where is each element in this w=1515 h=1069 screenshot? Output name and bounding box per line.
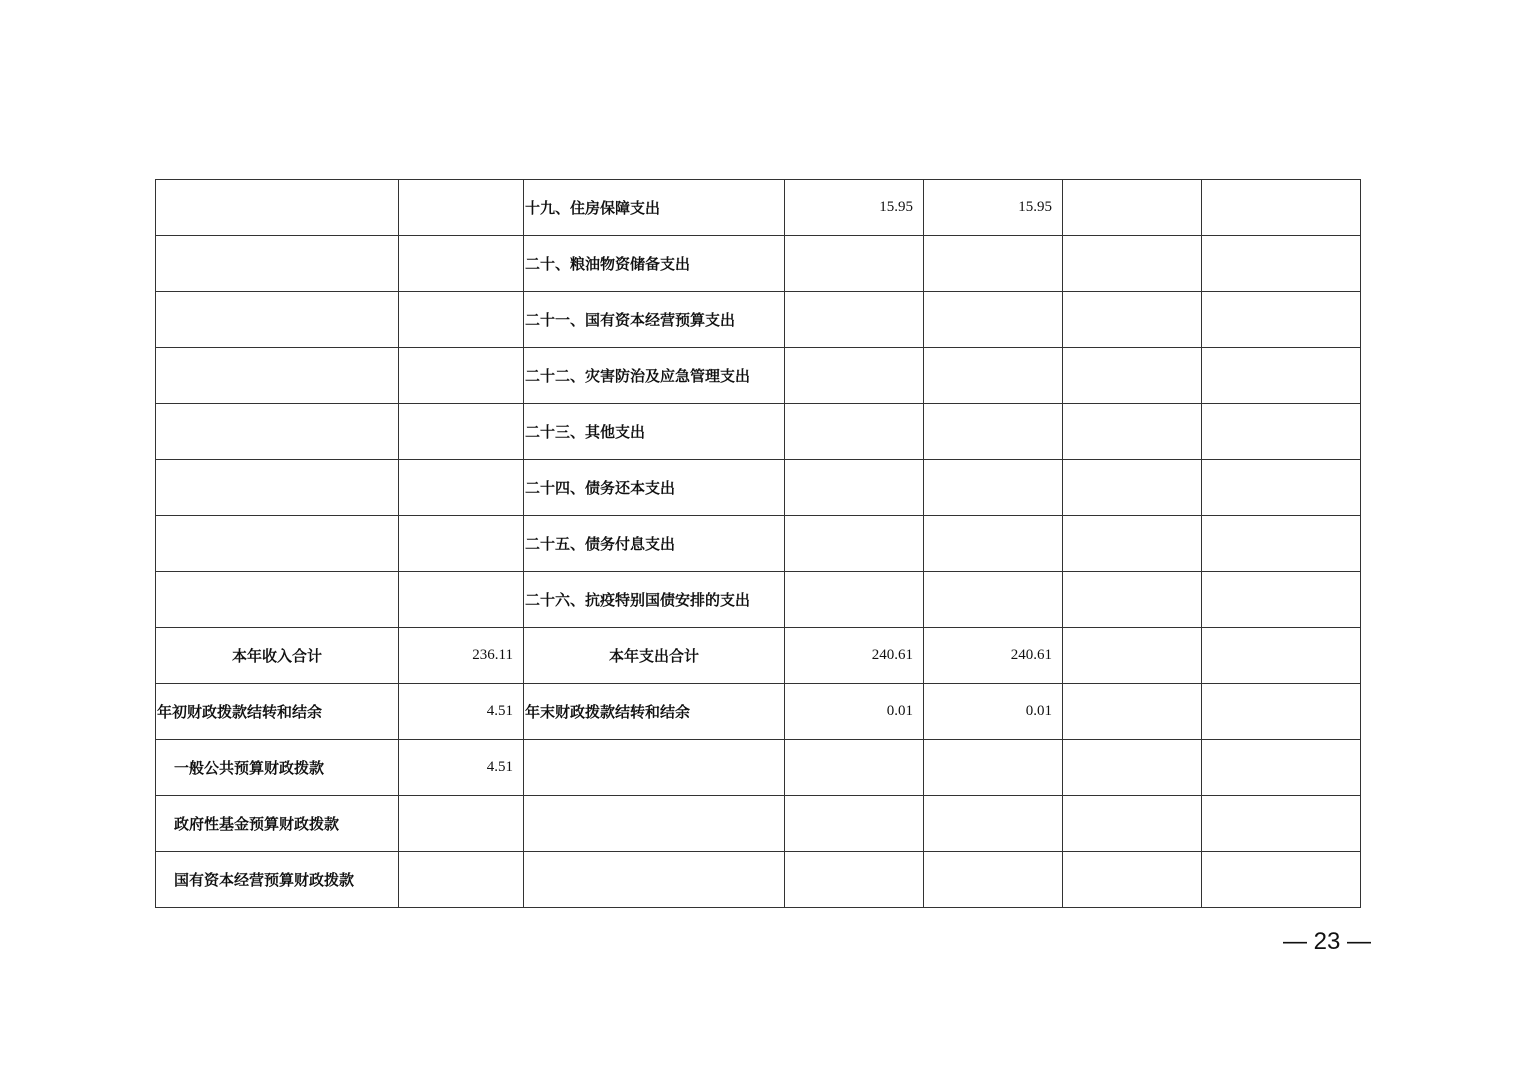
income-total-label: 本年收入合计 — [156, 628, 399, 684]
income-amount-cell — [399, 236, 524, 292]
income-amount-cell — [399, 572, 524, 628]
expense-item-cell: 二十四、债务还本支出 — [524, 460, 785, 516]
expense-fund-cell — [1063, 684, 1202, 740]
expense-general-cell — [924, 348, 1063, 404]
expense-item-cell — [524, 796, 785, 852]
expense-total-cell — [785, 796, 924, 852]
expense-item-cell — [524, 740, 785, 796]
expense-item-cell: 十九、住房保障支出 — [524, 180, 785, 236]
expense-general-cell — [924, 292, 1063, 348]
income-item-cell — [156, 236, 399, 292]
expense-item-cell — [524, 852, 785, 908]
expense-general-cell — [924, 404, 1063, 460]
expense-fund-cell — [1063, 516, 1202, 572]
expense-general-cell — [924, 460, 1063, 516]
expense-item-cell: 二十、粮油物资储备支出 — [524, 236, 785, 292]
expense-capital-cell — [1202, 292, 1361, 348]
expense-fund-cell — [1063, 180, 1202, 236]
expense-general-cell — [924, 236, 1063, 292]
table-row — [156, 460, 1361, 516]
expense-total-cell — [785, 348, 924, 404]
income-item-cell — [156, 404, 399, 460]
income-item-cell: 政府性基金预算财政拨款 — [156, 796, 399, 852]
expense-total-cell: 240.61 — [785, 628, 924, 684]
income-amount-cell — [399, 852, 524, 908]
income-item-cell — [156, 516, 399, 572]
expense-total-cell — [785, 852, 924, 908]
expense-total-cell — [785, 740, 924, 796]
page-number: — 23 — — [1283, 928, 1372, 955]
income-amount-cell — [399, 348, 524, 404]
table-row-total — [156, 628, 1361, 684]
expense-capital-cell — [1202, 236, 1361, 292]
expense-fund-cell — [1063, 572, 1202, 628]
income-amount-cell — [399, 292, 524, 348]
table-row — [156, 180, 1361, 236]
expense-total-cell: 15.95 — [785, 180, 924, 236]
expense-capital-cell — [1202, 796, 1361, 852]
income-item-cell — [156, 572, 399, 628]
table-row — [156, 796, 1361, 852]
expense-capital-cell — [1202, 628, 1361, 684]
income-item-cell — [156, 460, 399, 516]
expense-capital-cell — [1202, 460, 1361, 516]
expense-total-cell — [785, 460, 924, 516]
income-amount-cell — [399, 460, 524, 516]
expense-capital-cell — [1202, 516, 1361, 572]
expense-fund-cell — [1063, 292, 1202, 348]
expense-fund-cell — [1063, 404, 1202, 460]
expense-general-cell — [924, 796, 1063, 852]
expense-capital-cell — [1202, 684, 1361, 740]
income-amount-cell: 4.51 — [399, 740, 524, 796]
expense-fund-cell — [1063, 348, 1202, 404]
expense-total-label: 本年支出合计 — [524, 628, 785, 684]
expense-total-cell — [785, 572, 924, 628]
expense-item-cell: 二十二、灾害防治及应急管理支出 — [524, 348, 785, 404]
income-item-cell: 年初财政拨款结转和结余 — [156, 684, 399, 740]
table-row — [156, 740, 1361, 796]
expense-fund-cell — [1063, 796, 1202, 852]
expense-fund-cell — [1063, 740, 1202, 796]
table-row — [156, 348, 1361, 404]
expense-capital-cell — [1202, 180, 1361, 236]
income-item-cell — [156, 348, 399, 404]
expense-general-cell: 240.61 — [924, 628, 1063, 684]
expense-fund-cell — [1063, 460, 1202, 516]
table-row — [156, 236, 1361, 292]
expense-general-cell — [924, 852, 1063, 908]
expense-capital-cell — [1202, 852, 1361, 908]
table-row — [156, 404, 1361, 460]
expense-total-cell — [785, 516, 924, 572]
expense-item-cell: 二十一、国有资本经营预算支出 — [524, 292, 785, 348]
expense-item-cell: 年末财政拨款结转和结余 — [524, 684, 785, 740]
table-row — [156, 292, 1361, 348]
income-total-amount: 236.11 — [399, 628, 524, 684]
expense-fund-cell — [1063, 628, 1202, 684]
expense-capital-cell — [1202, 740, 1361, 796]
expense-general-cell: 15.95 — [924, 180, 1063, 236]
expense-item-cell: 二十三、其他支出 — [524, 404, 785, 460]
expense-item-cell: 二十六、抗疫特别国债安排的支出 — [524, 572, 785, 628]
income-amount-cell — [399, 516, 524, 572]
income-amount-cell — [399, 796, 524, 852]
table-row-carryover — [156, 684, 1361, 740]
table-row — [156, 516, 1361, 572]
income-amount-cell — [399, 404, 524, 460]
expense-fund-cell — [1063, 852, 1202, 908]
budget-table — [155, 179, 1361, 908]
expense-general-cell — [924, 740, 1063, 796]
expense-total-cell — [785, 236, 924, 292]
income-item-cell: 国有资本经营预算财政拨款 — [156, 852, 399, 908]
expense-capital-cell — [1202, 404, 1361, 460]
expense-capital-cell — [1202, 572, 1361, 628]
expense-general-cell — [924, 572, 1063, 628]
expense-total-cell — [785, 404, 924, 460]
expense-item-cell: 二十五、债务付息支出 — [524, 516, 785, 572]
expense-fund-cell — [1063, 236, 1202, 292]
expense-general-cell — [924, 516, 1063, 572]
table-row — [156, 852, 1361, 908]
expense-capital-cell — [1202, 348, 1361, 404]
income-amount-cell: 4.51 — [399, 684, 524, 740]
income-item-cell — [156, 180, 399, 236]
expense-total-cell — [785, 292, 924, 348]
table-row — [156, 572, 1361, 628]
expense-general-cell: 0.01 — [924, 684, 1063, 740]
income-amount-cell — [399, 180, 524, 236]
income-item-cell — [156, 292, 399, 348]
expense-total-cell: 0.01 — [785, 684, 924, 740]
income-item-cell: 一般公共预算财政拨款 — [156, 740, 399, 796]
